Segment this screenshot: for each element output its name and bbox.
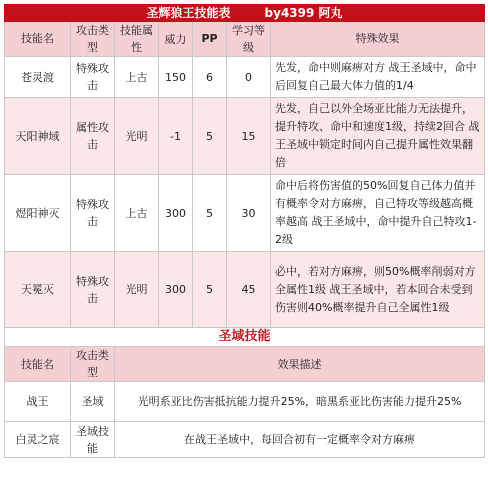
- domain-skill-name: 白灵之宸: [5, 422, 71, 458]
- domain-skill-effect: 在战王圣域中，每回合初有一定概率令对方麻痹: [115, 422, 485, 458]
- domain-header-effect: 效果描述: [115, 347, 485, 382]
- byline: by4399 阿丸: [264, 6, 343, 20]
- header-attribute: 技能属性: [115, 22, 159, 57]
- table-row: [5, 57, 485, 98]
- skill-pp: 5: [193, 175, 227, 252]
- domain-header-name: 技能名: [5, 347, 71, 382]
- skill-level: 30: [227, 175, 271, 252]
- skill-attack-type: 特殊攻击: [71, 57, 115, 98]
- skill-power: 150: [159, 57, 193, 98]
- skill-effect: 命中后将伤害值的50%回复自己体力值并有概率令对方麻痹，自己特攻等级越高概率越高 战王圣域中，命中提升自己特攻1-2级: [271, 175, 485, 252]
- skill-name: 天阳神域: [5, 98, 71, 175]
- skill-pp: 5: [193, 98, 227, 175]
- header-attack-type: 攻击类型: [71, 22, 115, 57]
- skill-name: 天冕灭: [5, 252, 71, 328]
- skill-attribute: 上古: [115, 57, 159, 98]
- skill-power: -1: [159, 98, 193, 175]
- domain-section-row: [5, 328, 485, 347]
- domain-skill-effect: 光明系亚比伤害抵抗能力提升25%，暗黑系亚比伤害能力提升25%: [115, 382, 485, 422]
- domain-skill-name: 战王: [5, 382, 71, 422]
- skill-power: 300: [159, 175, 193, 252]
- table-title: 圣辉狼王技能表: [146, 6, 231, 20]
- skill-header-row: [5, 22, 485, 57]
- table-row: [5, 98, 485, 175]
- domain-header-type: 攻击类型: [71, 347, 115, 382]
- skill-effect: 必中，若对方麻痹，则50%概率削弱对方全属性1级 战王圣域中，若本回合未受到伤害则40%概率提升自己全属性1级: [271, 252, 485, 328]
- skill-attribute: 上古: [115, 175, 159, 252]
- header-skill-name: 技能名: [5, 22, 71, 57]
- table-row: [5, 382, 485, 422]
- title-row: [5, 5, 485, 22]
- domain-header-row: [5, 347, 485, 382]
- table-row: [5, 422, 485, 458]
- domain-section-title: 圣域技能: [5, 328, 485, 347]
- skill-attack-type: 属性攻击: [71, 98, 115, 175]
- skill-attribute: 光明: [115, 252, 159, 328]
- skill-sheet: [4, 4, 484, 458]
- skill-pp: 6: [193, 57, 227, 98]
- skill-effect: 先发，自己以外全场亚比能力无法提升，提升特攻、命中和速度1级，持续2回合 战王圣域中锁定时间内自己提升属性效果翻倍: [271, 98, 485, 175]
- skill-table: [4, 4, 485, 458]
- table-row: [5, 175, 485, 252]
- skill-power: 300: [159, 252, 193, 328]
- skill-level: 0: [227, 57, 271, 98]
- skill-name: 苍灵渡: [5, 57, 71, 98]
- header-effect: 特殊效果: [271, 22, 485, 57]
- table-row: [5, 252, 485, 328]
- skill-attribute: 光明: [115, 98, 159, 175]
- skill-level: 45: [227, 252, 271, 328]
- skill-name: 煜阳神灭: [5, 175, 71, 252]
- skill-attack-type: 特殊攻击: [71, 252, 115, 328]
- skill-pp: 5: [193, 252, 227, 328]
- skill-effect: 先发，命中则麻痹对方 战王圣域中，命中后回复自己最大体力值的1/4: [271, 57, 485, 98]
- skill-attack-type: 特殊攻击: [71, 175, 115, 252]
- header-level: 学习等级: [227, 22, 271, 57]
- domain-skill-type: 圣域: [71, 382, 115, 422]
- domain-skill-type: 圣域技能: [71, 422, 115, 458]
- header-pp: PP: [193, 22, 227, 57]
- header-power: 威力: [159, 22, 193, 57]
- skill-level: 15: [227, 98, 271, 175]
